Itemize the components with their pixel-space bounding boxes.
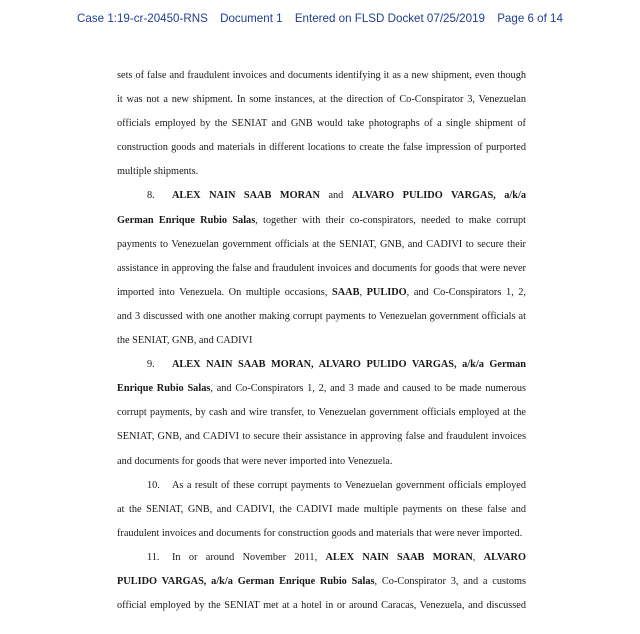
text-line: official employed by the SENIAT met at a hotel in or around Caracas, Venezuela, and discussed (117, 600, 526, 612)
text-line: 9. ALEX NAIN SAAB MORAN, ALVARO PULIDO VARGAS, a/k/a German (117, 353, 526, 377)
text-line: fraudulent invoices and documents for construction goods and materials that were never imported. (117, 527, 523, 539)
text-line: 11. In or around November 2011, ALEX NAIN SAAB MORAN, ALVARO (117, 546, 526, 570)
text-line: SENIAT, GNB, and CADIVI to secure their assistance in approving false and fraudulent invoices (117, 431, 526, 443)
text-line: at the SENIAT, GNB, and CADIVI, the CADIVI made multiple payments on these false and (117, 503, 526, 515)
text-line: and 3 discussed with one another making corrupt payments to Venezuelan government officials at (117, 310, 526, 322)
paragraph-number: 10. (147, 479, 160, 491)
document-number: Document 1 (220, 12, 283, 25)
docket-entry-date: Entered on FLSD Docket 07/25/2019 (294, 12, 485, 25)
text-line: German Enrique Rubio Salas, together with their co-conspirators, needed to make corrupt (117, 214, 527, 226)
text-line: officials employed by the SENIAT and GNB would take photographs of a single shipment of (117, 118, 526, 130)
text-line: Enrique Rubio Salas, and Co-Conspirators 1, 2, and 3 made and caused to be made numerous (117, 383, 526, 395)
text-line: it was not a new shipment. In some instances, at the direction of Co-Conspirator 3, Venezuelan (117, 94, 526, 106)
paragraph-10 (117, 474, 526, 546)
paragraph-number: 9. (147, 359, 155, 371)
text-line: and documents for goods that were never imported into Venezuela. (117, 455, 393, 467)
text-line: construction goods and materials in different locations to create the false impression of purported (117, 142, 526, 154)
text-line: corrupt payments, by cash and wire transfer, to Venezuelan government officials employed at the (117, 407, 526, 419)
text-line: multiple shipments. (117, 166, 199, 178)
paragraph-number: 11. (147, 551, 160, 563)
paragraph-continuation (117, 64, 526, 184)
document-body (117, 64, 526, 618)
text-line: payments to Venezuelan government officials at the SENIAT, GNB, and CADIVI to secure their (117, 238, 526, 250)
text-line: imported into Venezuela. On multiple occasions, SAAB, PULIDO, and Co-Conspirators 1, 2, (117, 286, 526, 298)
paragraph-number: 8. (147, 190, 155, 202)
page-number: Page 6 of 14 (497, 12, 563, 25)
paragraph-9 (117, 353, 526, 473)
case-number: Case 1:19-cr-20450-RNS (77, 12, 208, 25)
text-line: the SENIAT, GNB, and CADIVI (117, 335, 253, 347)
paragraph-8 (117, 184, 526, 353)
text-line: 8. ALEX NAIN SAAB MORAN and ALVARO PULIDO VARGAS, a/k/a (117, 184, 526, 208)
text-line: PULIDO VARGAS, a/k/a German Enrique Rubio Salas, Co-Conspirator 3, and a customs (117, 575, 527, 587)
docket-header (0, 12, 640, 25)
text-line: sets of false and fraudulent invoices and documents identifying it as a new shipment, even though (117, 70, 526, 81)
paragraph-11 (117, 546, 526, 618)
text-line: assistance in approving the false and fraudulent invoices and documents for goods that were never (117, 262, 526, 274)
text-line: 10. As a result of these corrupt payments to Venezuelan government officials employed (117, 474, 526, 498)
